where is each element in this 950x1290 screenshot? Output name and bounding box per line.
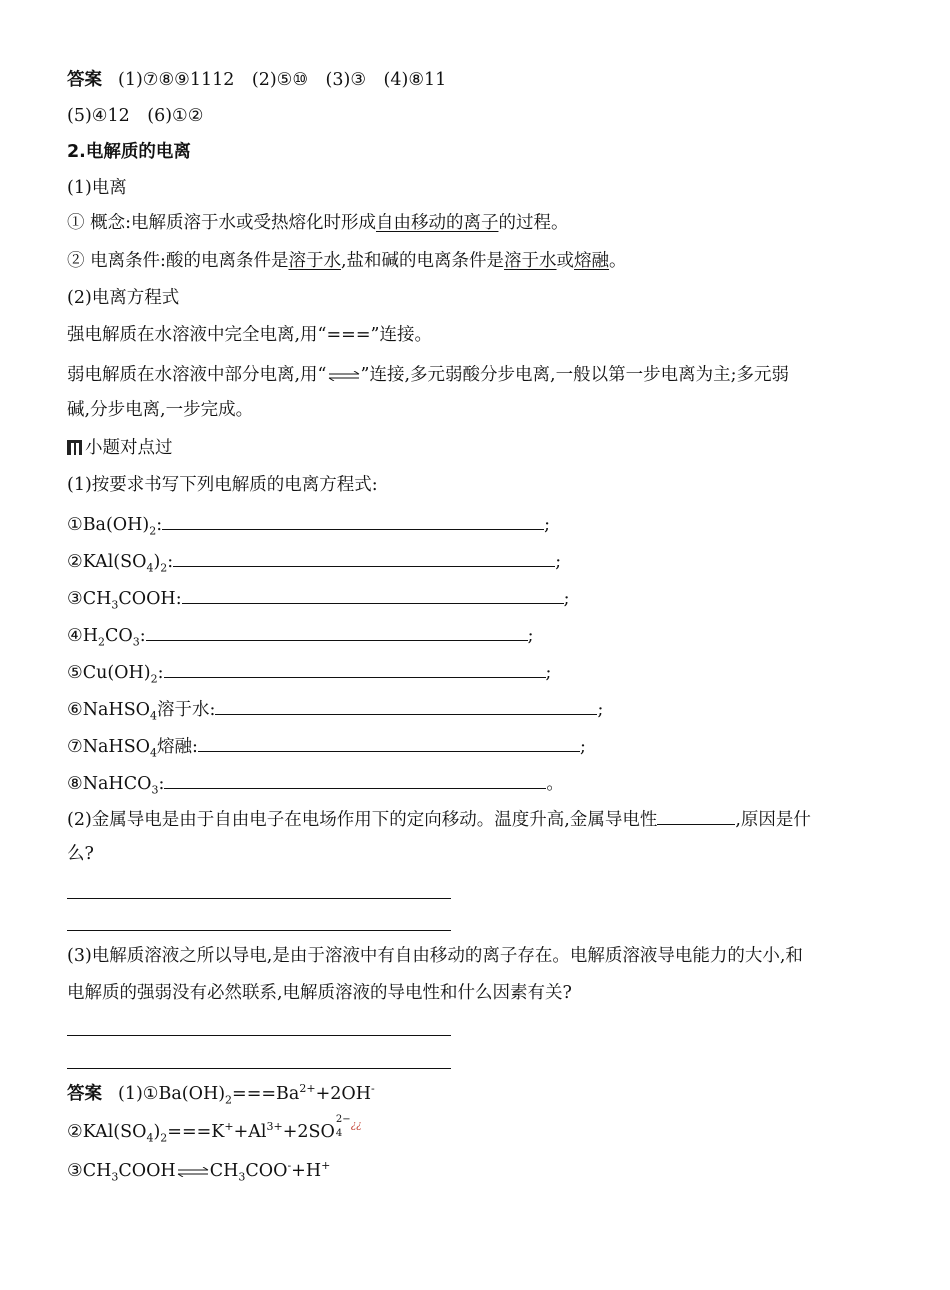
weak-electrolyte-line xyxy=(67,367,789,385)
answer-blank[interactable] xyxy=(198,737,580,752)
question-3-line-2: 电解质的强弱没有必然联系,电解质溶液的导电性和什么因素有关? xyxy=(67,983,572,1003)
practice-heading xyxy=(67,440,173,458)
weak-prefix: 弱电解质在水溶液中部分电离,用“ xyxy=(67,365,327,385)
condition-prefix: ② 电离条件:酸的电离条件是 xyxy=(67,251,289,271)
item-nahso4-water: ⑥NaHSO$_4$溶于水: ; xyxy=(67,700,604,723)
answer-blank[interactable] xyxy=(164,774,546,789)
answer-blank[interactable] xyxy=(215,700,597,715)
answer-line-2: (5)④12 (6)①② xyxy=(67,106,204,126)
condition-mid: ,盐和碱的电离条件是 xyxy=(340,251,505,271)
item-nahso4-molten: ⑦NaHSO$_4$熔融: ; xyxy=(67,737,586,760)
answer-line[interactable] xyxy=(67,1035,451,1036)
answer-label: 答案 xyxy=(67,1084,102,1104)
question-2-line-1: (2)金属导电是由于自由电子在电场作用下的定向移动。温度升高,金属导电性 ,原因是什 xyxy=(67,810,811,830)
section-title: 2.电解质的电离 xyxy=(67,142,191,162)
answer-text-1: (1)⑦⑧⑨1112 (2)⑤⑩ (3)③ (4)⑧11 xyxy=(118,70,447,90)
item-ch3cooh: $③CH_3COOH$: ; xyxy=(67,589,570,612)
answer-3: $③CH_3COOH$ $CH_3COO^-+H^+$ xyxy=(67,1159,331,1184)
answer-blank[interactable] xyxy=(164,663,546,678)
question-3-line-1: (3)电解质溶液之所以导电,是由于溶液中有自由移动的离子存在。电解质溶液导电能力的大小,和 xyxy=(67,946,803,966)
item-ba-oh2: $①Ba(OH)_2$: ; xyxy=(67,515,551,538)
question-1: (1)按要求书写下列电解质的电离方程式: xyxy=(67,475,378,495)
concept-underlined: 自由移动的离子 xyxy=(375,213,499,233)
answer-line[interactable] xyxy=(67,1068,451,1069)
answer-blank[interactable] xyxy=(162,515,544,530)
equilibrium-arrow-icon xyxy=(327,371,361,381)
section-marker-icon xyxy=(67,440,82,455)
concept-suffix: 的过程。 xyxy=(498,213,569,233)
equilibrium-arrow-icon xyxy=(176,1167,210,1177)
answer-line-1 xyxy=(67,72,446,90)
weak-suffix: ”连接,多元弱酸分步电离,一般以第一步电离为主;多元弱 xyxy=(360,365,789,385)
item-kal-so4-2: $②KAl(SO_4)_2$: ; xyxy=(67,552,562,575)
concept-prefix: ① 概念:电解质溶于水或受热熔化时形成 xyxy=(67,213,376,233)
condition-underlined-2: 溶于水 xyxy=(504,251,557,271)
answer-line[interactable] xyxy=(67,930,451,931)
condition-line xyxy=(67,253,627,271)
render-artifact: ¿¿ xyxy=(350,1120,362,1131)
condition-or: 或 xyxy=(556,251,575,271)
condition-end: 。 xyxy=(609,251,627,271)
answer-blank[interactable] xyxy=(146,626,528,641)
subsection-ionization: (1)电离 xyxy=(67,178,127,198)
subsection-equation: (2)电离方程式 xyxy=(67,288,180,308)
concept-line xyxy=(67,215,568,233)
weak-electrolyte-line-2: 碱,分步电离,一步完成。 xyxy=(67,400,254,420)
item-cu-oh2: $⑤Cu(OH)_2$: ; xyxy=(67,663,552,686)
question-2-line-2: 么? xyxy=(67,844,94,864)
condition-underlined-3: 熔融 xyxy=(574,251,610,271)
answer-1: 答案 $(1)①Ba(OH)_2===Ba^{2+}+2OH^-$ xyxy=(67,1082,375,1107)
item-nahco3: ⑧NaHCO$_3$: 。 xyxy=(67,774,564,797)
strong-electrolyte-line: 强电解质在水溶液中完全电离,用“===”连接。 xyxy=(67,325,432,345)
practice-title: 小题对点过 xyxy=(85,438,173,458)
answer-blank[interactable] xyxy=(173,552,555,567)
item-h2co3: $④H_2CO_3$: ; xyxy=(67,626,534,649)
answer-label: 答案 xyxy=(67,70,102,90)
answer-line[interactable] xyxy=(67,898,451,899)
answer-2: $②KAl(SO_4)_2===K^++Al^{3+}+2SO$ 2− 4 ¿¿ xyxy=(67,1114,362,1145)
answer-blank[interactable] xyxy=(657,810,735,825)
condition-underlined-1: 溶于水 xyxy=(288,251,341,271)
answer-blank[interactable] xyxy=(182,589,564,604)
